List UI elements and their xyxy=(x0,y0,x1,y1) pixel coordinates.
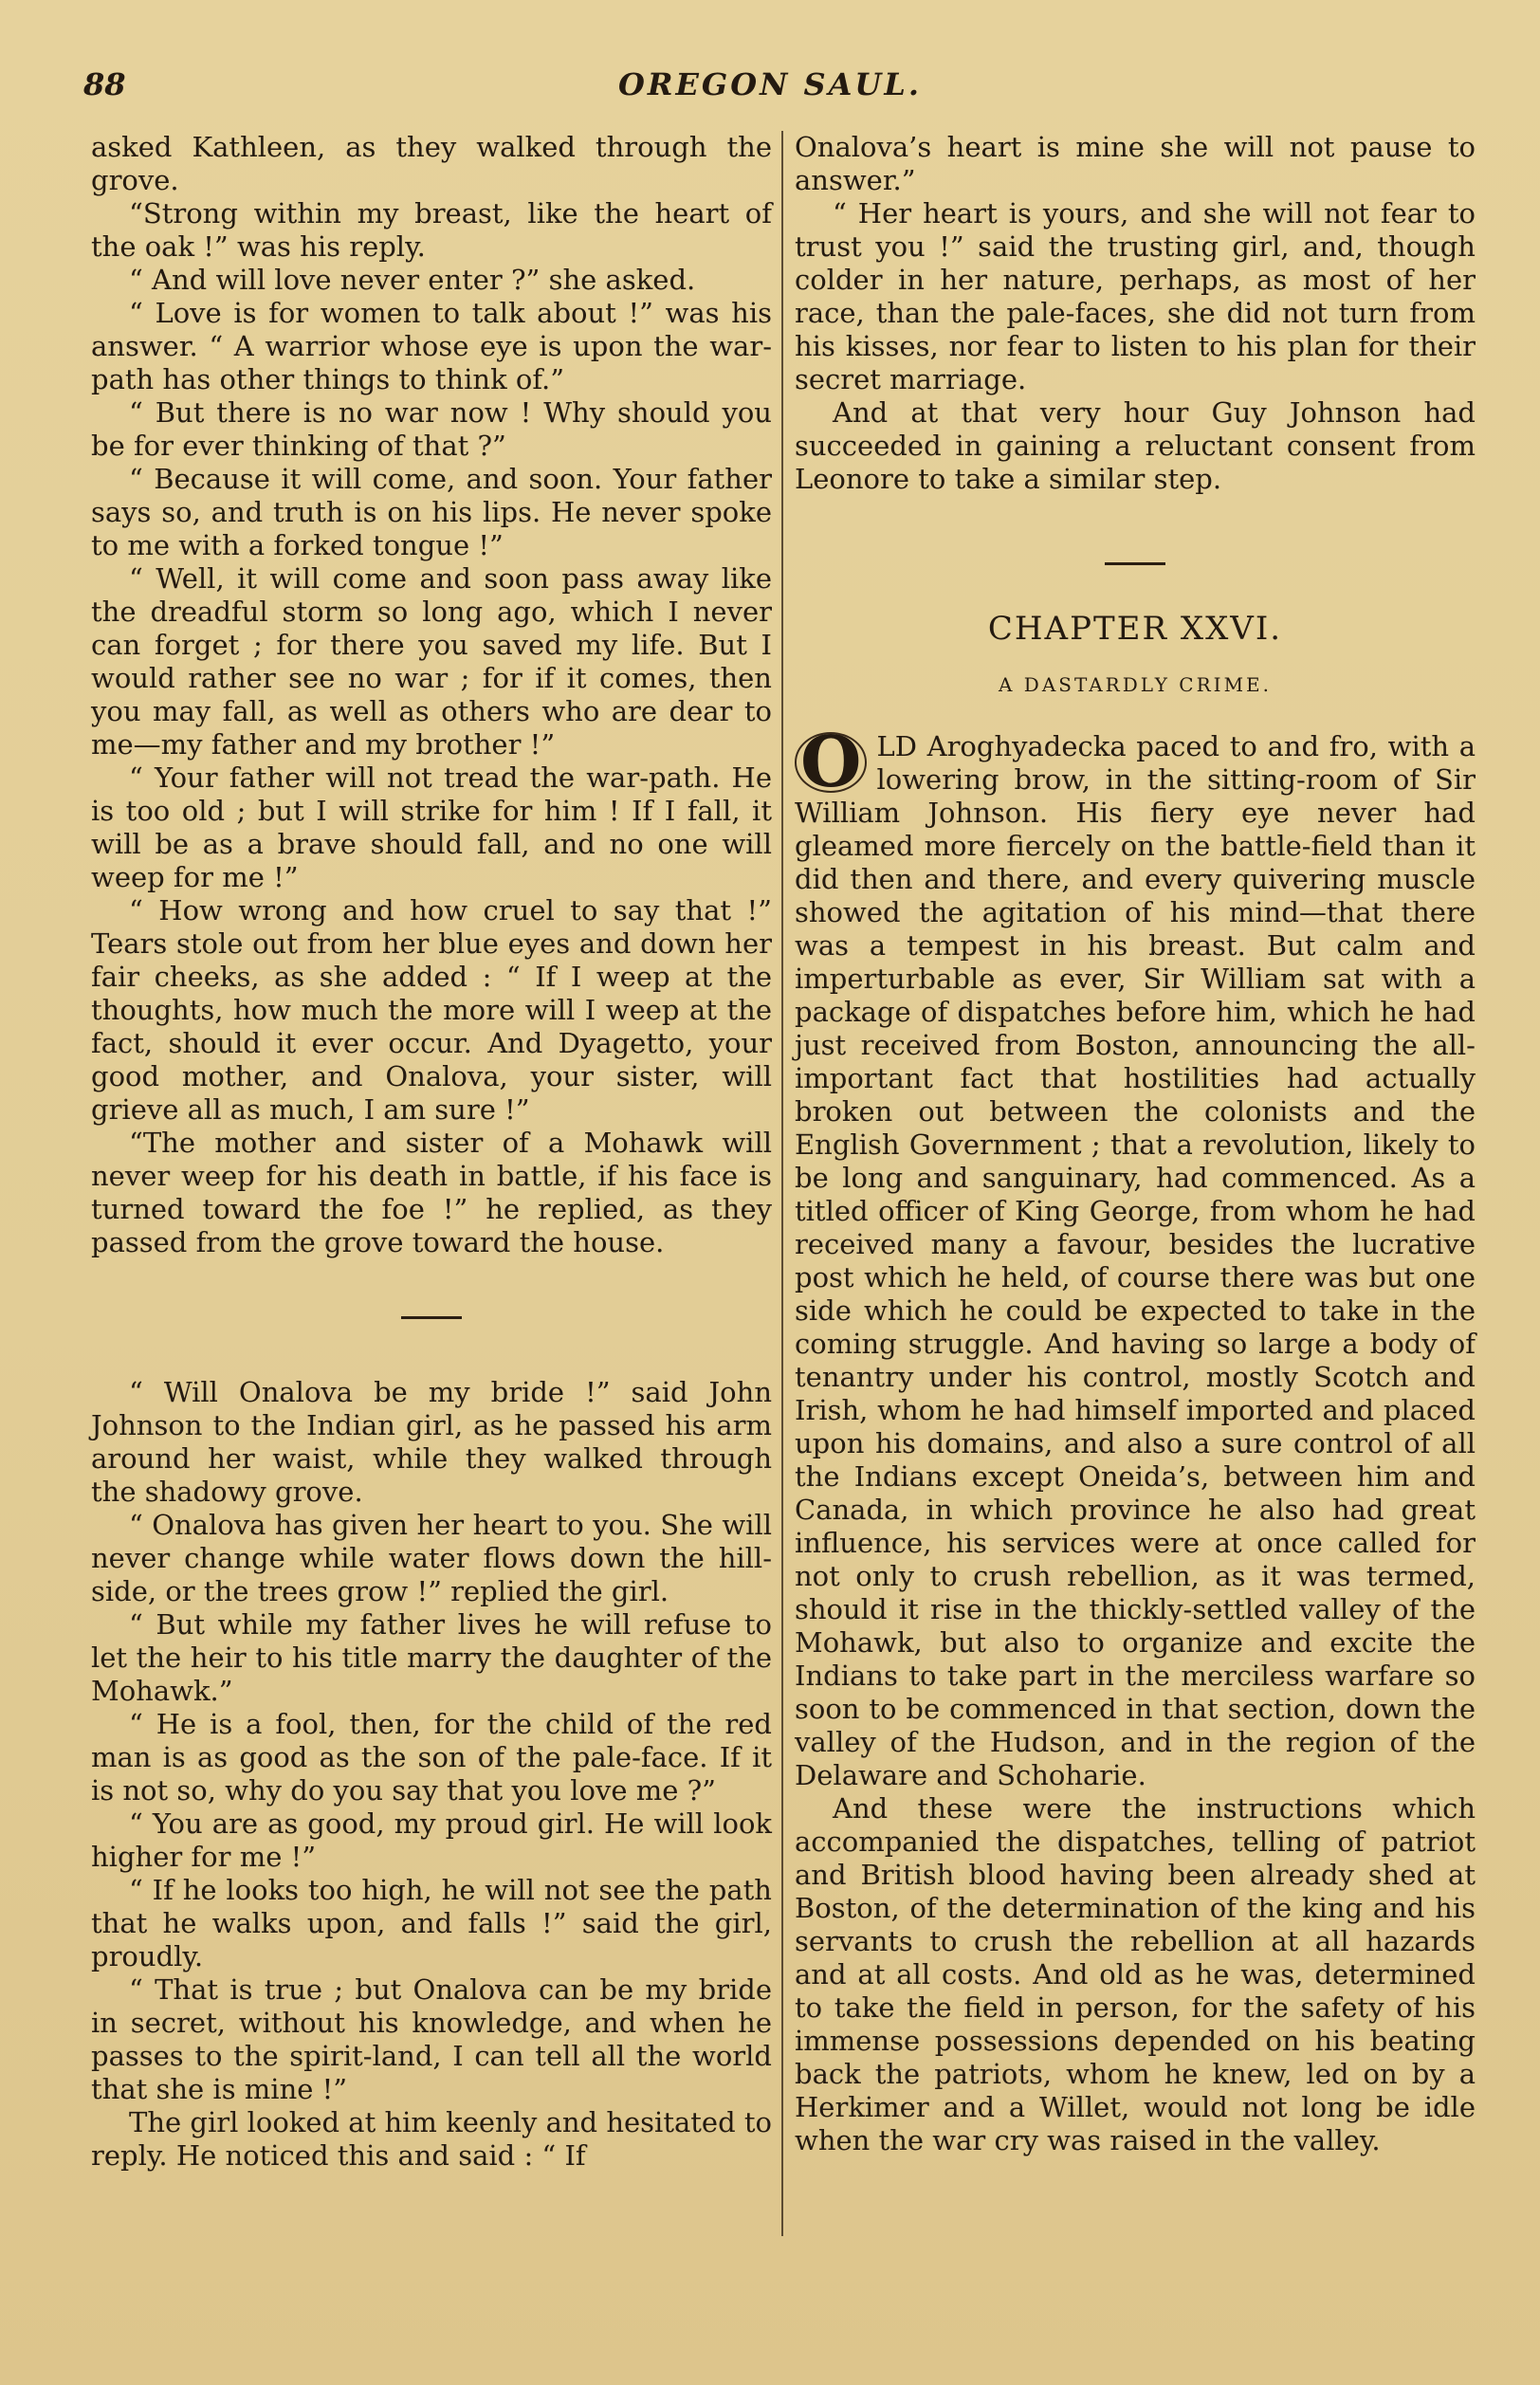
running-title: OREGON SAUL. xyxy=(618,66,922,102)
chapter-opening-paragraph xyxy=(795,722,1476,1792)
right-paragraphs-after xyxy=(795,1792,1476,2157)
paragraph: “ Onalova has given her heart to you. She will never change while water flows down the hill-side, or the trees grow !” replied the girl. xyxy=(91,1509,772,1607)
paragraph: “ Her heart is yours, and she will not fear to trust you !” said the trusting girl, and, though colder in her nature, perhaps, as most of her race, than the pale-faces, she did not turn from his kisses, nor fear to listen to his plan for their secret marriage. xyxy=(795,197,1476,395)
left-paragraphs-before xyxy=(91,131,772,1259)
left-paragraphs-after xyxy=(91,1376,772,2173)
section-separator xyxy=(401,1316,462,1319)
paragraph: “ You are as good, my proud girl. He will look higher for me !” xyxy=(91,1807,772,1873)
right-paragraphs-before xyxy=(795,131,1476,496)
chapter-subtitle: A DASTARDLY CRIME. xyxy=(998,673,1273,696)
paragraph: “Strong within my breast, like the heart of the oak !” was his reply. xyxy=(91,197,772,263)
column-divider xyxy=(781,131,783,2236)
paragraph: “ That is true ; but Onalova can be my bride in secret, without his knowledge, and when he passes to the spirit-land, I can tell all the world that she is mine !” xyxy=(91,1973,772,2105)
paragraph: “ Will Onalova be my bride !” said John Johnson to the Indian girl, as he passed his arm around her waist, while they walked through the shadowy grove. xyxy=(91,1376,772,1508)
paragraph: “ Your father will not tread the war-path. He is too old ; but I will strike for him ! If I fall, it will be as a brave should fall, and no one will weep for me !” xyxy=(91,761,772,893)
page-number: 88 xyxy=(83,66,126,102)
paragraph: “ And will love never enter ?” she asked. xyxy=(129,264,696,296)
paragraph: And at that very hour Guy Johnson had succeeded in gaining a reluctant consent from Leonore to take a similar step. xyxy=(795,396,1476,495)
paragraph: “ If he looks too high, he will not see the path that he walks upon, and falls !” said the girl, proudly. xyxy=(91,1874,772,1972)
paragraph: The girl looked at him keenly and hesitated to reply. He noticed this and said : “ If xyxy=(91,2106,772,2172)
paragraph: asked Kathleen, as they walked through the grove. xyxy=(91,131,772,196)
paragraph: “ Because it will come, and soon. Your father says so, and truth is on his lips. He never spoke to me with a forked tongue !” xyxy=(91,463,772,561)
paragraph: “ But while my father lives he will refuse to let the heir to his title marry the daughter of the Mohawk.” xyxy=(91,1608,772,1707)
chapter-heading: CHAPTER XXVI. xyxy=(987,610,1283,648)
right-column xyxy=(795,131,1476,2157)
left-column xyxy=(91,131,772,2173)
paragraph: “ Well, it will come and soon pass away like the dreadful storm so long ago, which I never can forget ; for there you saved my life. But I would rather see no war ; for if it comes, then you may fall, as well as others who are dear to me—my father and my brother !” xyxy=(91,562,772,761)
paragraph: “The mother and sister of a Mohawk will never weep for his death in battle, if his face is turned toward the foe !” he replied, as they passed from the grove toward the house. xyxy=(91,1127,772,1258)
paragraph: And these were the instructions which accompanied the dispatches, telling of patriot and British blood having been already shed at Boston, of the determination of the king and his servants to crush the rebellion at all hazards and at all costs. And old as he was, determined to take the field in person, for the safety of his immense possessions depended on his beating back the patriots, whom he knew, led on by a Herkimer and a Willet, would not long be idle when the war cry was raised in the valley. xyxy=(795,1792,1476,2156)
paragraph: Onalova’s heart is mine she will not pause to answer.” xyxy=(795,131,1476,196)
chapter-separator xyxy=(1105,562,1165,565)
drop-cap: O xyxy=(795,732,867,793)
page-header xyxy=(0,66,1540,114)
paragraph: “ He is a fool, then, for the child of the red man is as good as the son of the pale-face. If it is not so, why do you say that you love me ?” xyxy=(91,1708,772,1807)
paragraph: “ But there is no war now ! Why should you be for ever thinking of that ?” xyxy=(91,396,772,462)
drop-cap-paragraph-text: LD Aroghyadecka paced to and fro, with a lowering brow, in the sitting-room of Sir William Johnson. His fiery eye never had gleamed more fiercely on the battle-field than it did then and there, and every quivering muscle showed the agitation of his mind—that there was a tempest in his breast. But calm and imperturbable as ever, Sir William sat with a package of dispatches before him, which he had just received from Boston, announcing the all-important fact that hostilities had actually broken out between the colonists and the English Government ; that a revolution, likely to be long and sanguinary, had commenced. As a titled officer of King George, from whom he had received many a favour, besides the lucrative post which he held, of course there was but one side which he could be expected to take in the coming struggle. And having so large a body of tenantry under his control, mostly Scotch and Irish, whom he had himself imported and placed upon his domains, and also a sure control of all the Indians except Oneida’s, between him and Canada, in which province he also had great influence, his services were at once called for not only to crush rebellion, as it was termed, should it rise in the thickly-settled valley of the Mohawk, but also to organize and excite the Indians to take part in the merciless warfare so soon to be commenced in that section, down the valley of the Hudson, and in the region of the Delaware and Schoharie. xyxy=(795,730,1476,1791)
paragraph: “ Love is for women to talk about !” was his answer. “ A warrior whose eye is upon the war-path has other things to think of.” xyxy=(91,297,772,395)
paragraph: “ How wrong and how cruel to say that !” Tears stole out from her blue eyes and down her fair cheeks, as she added : “ If I weep at the thoughts, how much the more will I weep at the fact, should it ever occur. And Dyagetto, your good mother, and Onalova, your sister, will grieve all as much, I am sure !” xyxy=(91,894,772,1126)
